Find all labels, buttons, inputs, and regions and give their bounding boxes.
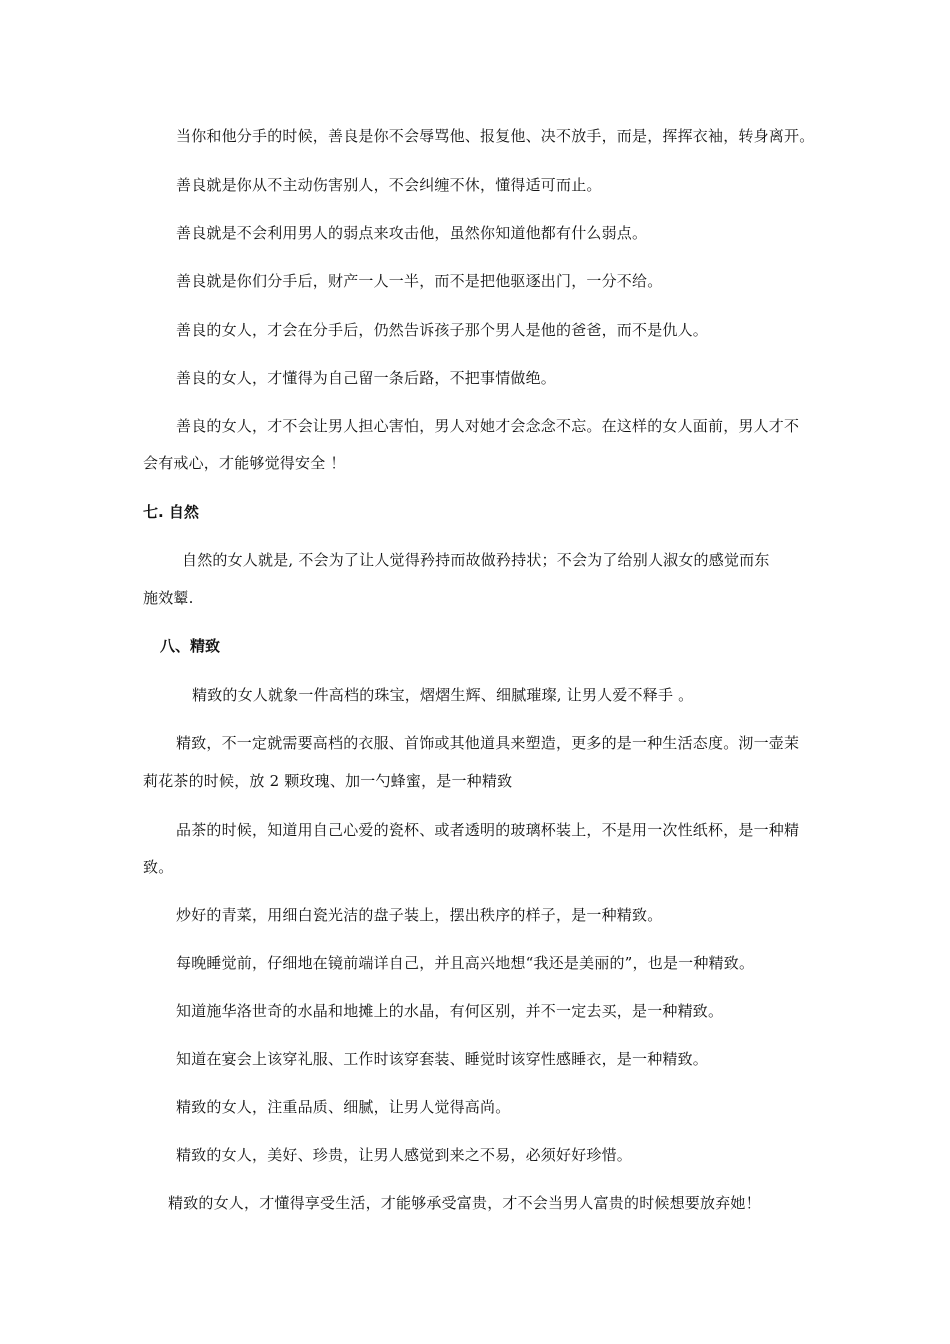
- paragraph-dress: 知道在宴会上该穿礼服、工作时该穿套装、睡觉时该穿性感睡衣，是一种精致。: [176, 1050, 709, 1068]
- paragraph-breakup-kindness: 当你和他分手的时候，善良是你不会辱骂他、报复他、决不放手，而是，挥挥衣袖，转身离开。: [176, 127, 815, 145]
- paragraph-leave-way-back: 善良的女人，才懂得为自己留一条后路，不把事情做绝。: [176, 369, 557, 387]
- paragraph-refined-attitude-line2: 莉花茶的时候，放 2 颗玫瑰、加一勺蜂蜜，是一种精致: [143, 772, 513, 790]
- paragraph-split-property: 善良就是你们分手后，财产一人一半，而不是把他驱逐出门，一分不给。: [176, 272, 663, 290]
- section-heading-natural: 七. 自然: [143, 503, 199, 521]
- paragraph-natural-line2: 施效颦.: [143, 589, 194, 607]
- paragraph-tea-cup-line2: 致。: [143, 858, 174, 876]
- paragraph-enjoy-life: 精致的女人，才懂得享受生活，才能够承受富贵，才不会当男人富贵的时候想要放弃她！: [168, 1194, 761, 1212]
- paragraph-vegetables: 炒好的青菜，用细白瓷光洁的盘子装上，摆出秩序的样子，是一种精致。: [176, 906, 663, 924]
- paragraph-precious: 精致的女人，美好、珍贵，让男人感觉到来之不易，必须好好珍惜。: [176, 1146, 633, 1164]
- paragraph-no-harm: 善良就是你从不主动伤害别人，不会纠缠不休，懂得适可而止。: [176, 176, 602, 194]
- section-heading-refined: 八、精致: [160, 637, 221, 655]
- paragraph-tea-cup-line1: 品茶的时候，知道用自己心爱的瓷杯、或者透明的玻璃杯装上，不是用一次性纸杯，是一种精: [176, 821, 800, 839]
- paragraph-natural-line1: 自然的女人就是, 不会为了让人觉得矜持而故做矜持状；不会为了给别人淑女的感觉而东: [182, 551, 770, 569]
- paragraph-quality: 精致的女人，注重品质、细腻，让男人觉得高尚。: [176, 1098, 511, 1116]
- paragraph-refined-jewel: 精致的女人就象一件高档的珠宝，熠熠生辉、细腻璀璨, 让男人爱不释手 。: [192, 686, 694, 704]
- paragraph-refined-attitude-line1: 精致，不一定就需要高档的衣服、首饰或其他道具来塑造，更多的是一种生活态度。沏一壶茉: [176, 734, 800, 752]
- paragraph-kindness-summary-line2: 会有戒心，才能够觉得安全 ！: [143, 454, 346, 472]
- paragraph-tell-children: 善良的女人，才会在分手后，仍然告诉孩子那个男人是他的爸爸，而不是仇人。: [176, 321, 709, 339]
- paragraph-mirror: 每晚睡觉前，仔细地在镜前端详自己，并且高兴地想“我还是美丽的”，也是一种精致。: [176, 954, 755, 972]
- paragraph-kindness-summary-line1: 善良的女人，才不会让男人担心害怕，男人对她才会念念不忘。在这样的女人面前，男人才不: [176, 417, 800, 435]
- paragraph-no-weakness-attack: 善良就是不会利用男人的弱点来攻击他，虽然你知道他都有什么弱点。: [176, 224, 648, 242]
- paragraph-crystal: 知道施华洛世奇的水晶和地摊上的水晶，有何区别，并不一定去买，是一种精致。: [176, 1002, 724, 1020]
